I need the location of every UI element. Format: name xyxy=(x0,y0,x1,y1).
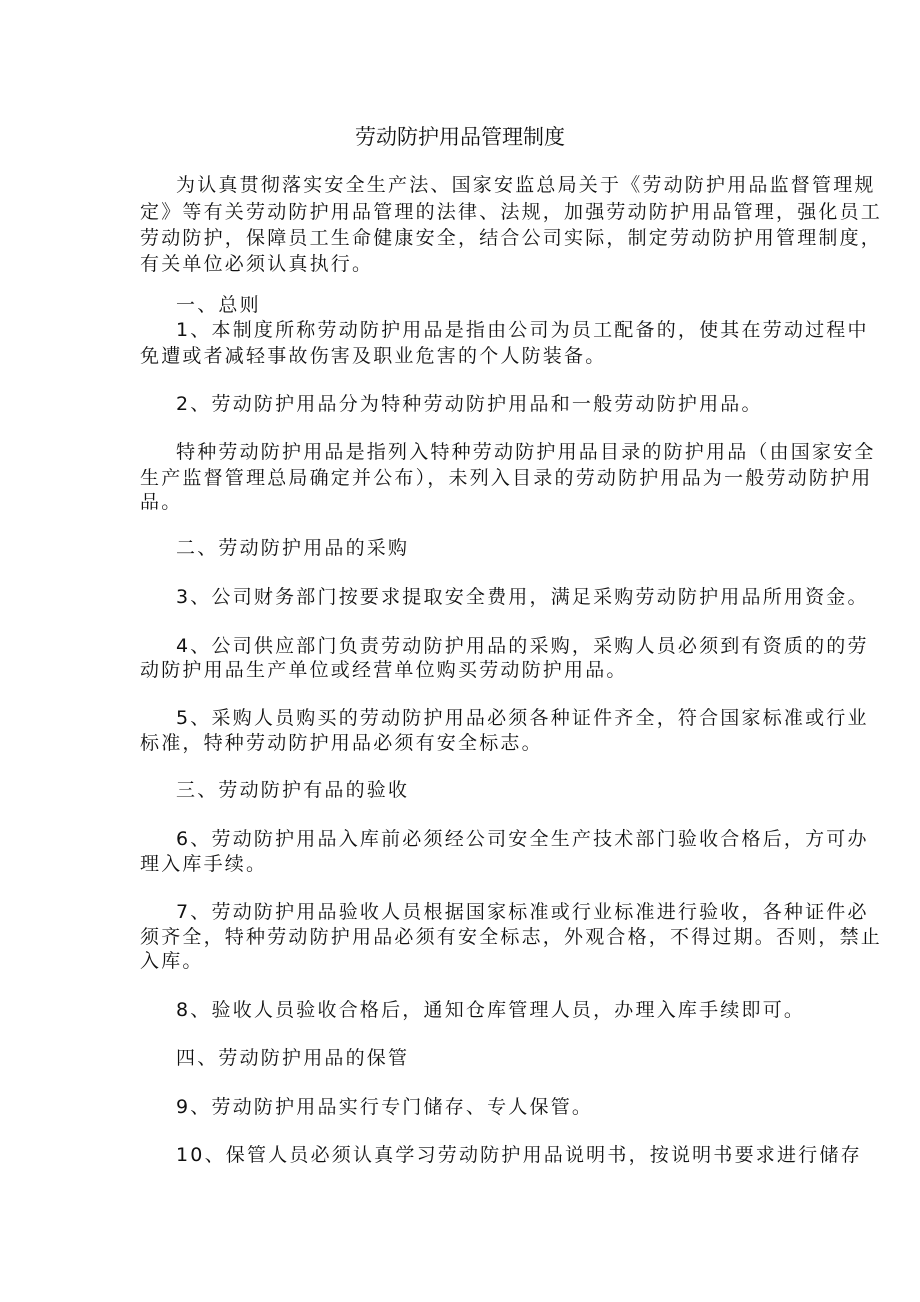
text-line: 有关单位必须认真执行。 xyxy=(140,253,374,275)
text-line: 标准，特种劳动防护用品必须有安全标志。 xyxy=(140,732,543,754)
text-line: 一、总则 xyxy=(176,294,261,316)
text-line: 劳动防护，保障员工生命健康安全，结合公司实际，制定劳动防护用管理制度， xyxy=(140,227,883,249)
text-line: 10、保管人员必须认真学习劳动防护用品说明书，按说明书要求进行储存 xyxy=(176,1144,862,1166)
text-line: 入库。 xyxy=(140,950,204,972)
text-line: 8、验收人员验收合格后，通知仓库管理人员，办理入库手续即可。 xyxy=(176,999,806,1021)
text-line: 定》等有关劳动防护用品管理的法律、法规，加强劳动防护用品管理，强化员工 xyxy=(140,201,883,223)
text-line: 四、劳动防护用品的保管 xyxy=(176,1047,410,1069)
text-line: 为认真贯彻落实安全生产法、国家安监总局关于《劳动防护用品监督管理规 xyxy=(176,174,876,196)
text-line: 特种劳动防护用品是指列入特种劳动防护用品目录的防护用品（由国家安全 xyxy=(176,441,876,463)
text-line: 6、劳动防护用品入库前必须经公司安全生产技术部门验收合格后，方可办 xyxy=(176,828,869,850)
text-line: 1、本制度所称劳动防护用品是指由公司为员工配备的，使其在劳动过程中 xyxy=(176,319,869,341)
text-line: 2、劳动防护用品分为特种劳动防护用品和一般劳动防护用品。 xyxy=(176,393,763,415)
document-title: 劳动防护用品管理制度 xyxy=(355,125,565,149)
text-line: 理入库手续。 xyxy=(140,853,268,875)
text-line: 二、劳动防护用品的采购 xyxy=(176,537,410,559)
text-line: 9、劳动防护用品实行专门储存、专人保管。 xyxy=(176,1096,594,1118)
text-line: 三、劳动防护有品的验收 xyxy=(176,779,410,801)
text-line: 7、劳动防护用品验收人员根据国家标准或行业标准进行验收，各种证件必 xyxy=(176,901,869,923)
text-line: 动防护用品生产单位或经营单位购买劳动防护用品。 xyxy=(140,659,628,681)
text-line: 3、公司财务部门按要求提取安全费用，满足采购劳动防护用品所用资金。 xyxy=(176,586,869,608)
text-line: 免遭或者减轻事故伤害及职业危害的个人防装备。 xyxy=(140,345,607,367)
text-line: 5、采购人员购买的劳动防护用品必须各种证件齐全，符合国家标准或行业 xyxy=(176,707,869,729)
text-line: 品。 xyxy=(140,491,183,513)
text-line: 须齐全，特种劳动防护用品必须有安全标志，外观合格，不得过期。否则，禁止 xyxy=(140,926,883,948)
text-line: 4、公司供应部门负责劳动防护用品的采购，采购人员必须到有资质的的劳 xyxy=(176,635,869,657)
text-line: 生产监督管理总局确定并公布），未列入目录的劳动防护用品为一般劳动防护用 xyxy=(140,467,873,489)
